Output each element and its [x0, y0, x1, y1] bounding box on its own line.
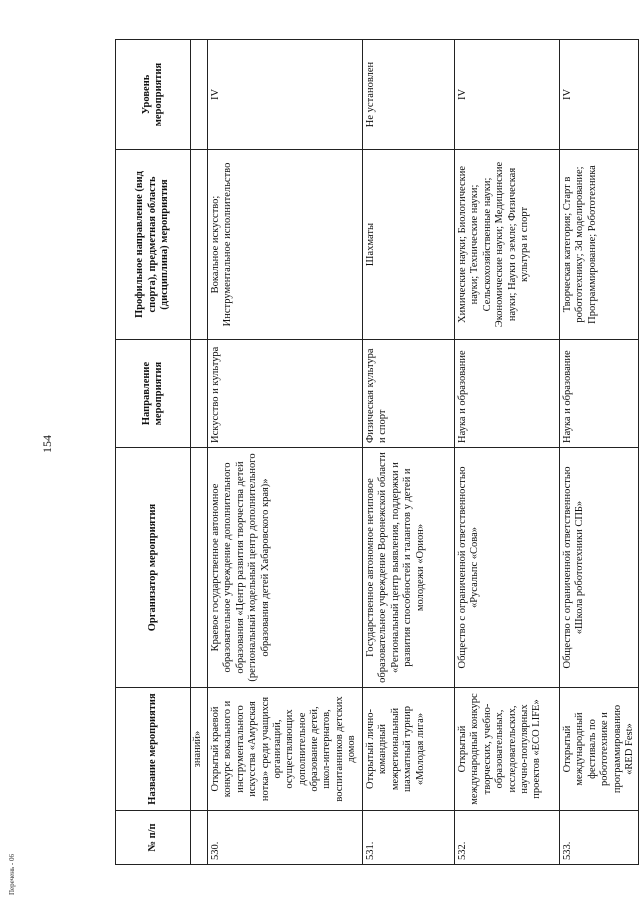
- header-num: № п/п: [116, 811, 191, 865]
- document-sheet: [115, 40, 635, 865]
- header-row: [116, 40, 191, 865]
- continuation-row: [191, 40, 208, 865]
- header-organizer: Организатор мероприятия: [116, 448, 191, 688]
- row-organizer: Общество с ограниченной ответственностью «Школа робототехники СПБ»: [560, 448, 639, 688]
- row-num: 532.: [455, 811, 560, 865]
- row-level: IV: [208, 40, 363, 150]
- row-profile: Шахматы: [363, 150, 455, 340]
- continuation-text: знаний»: [191, 688, 208, 811]
- row-profile: Вокальное искусство; Инструментальное исполнительство: [208, 150, 363, 340]
- row-num: 530.: [208, 811, 363, 865]
- row-direction: Искусство и культура: [208, 340, 363, 448]
- header-profile: Профильное направление (вид спорта), предметная область (дисциплина) мероприятия: [116, 150, 191, 340]
- events-table: [115, 39, 639, 865]
- row-name: Открытый международный конкурс творческих, учебно-образовательных, исследовательских, научно-популярных проектов «ECO LIFE»: [455, 688, 560, 811]
- table-row: [455, 40, 560, 865]
- header-direction: Направление мероприятия: [116, 340, 191, 448]
- page-number: 154: [40, 435, 54, 453]
- row-level: Не установлен: [363, 40, 455, 150]
- row-direction: Физическая культура и спорт: [363, 340, 455, 448]
- row-level: IV: [455, 40, 560, 150]
- row-num: 533.: [560, 811, 639, 865]
- header-name: Название мероприятия: [116, 688, 191, 811]
- row-name: Открытый лично-командный межрегиональный шахматный турнир «Молодая лига»: [363, 688, 455, 811]
- row-name: Открытый международный фестиваль по робототехнике и программированию «RED Fest»: [560, 688, 639, 811]
- row-direction: Наука и образование: [560, 340, 639, 448]
- table-row: [363, 40, 455, 865]
- row-organizer: Краевое государственное автономное образовательное учреждение дополнительного образования «Центр развития творчества детей (региональный модельный центр дополнительного образования детей Хабаровского края)»: [208, 448, 363, 688]
- row-level: IV: [560, 40, 639, 150]
- row-profile: Химические науки; Биологические науки; Технические науки; Сельскохозяйственные науки; Экономические науки; Медицинские науки; Науки о земле; Физическая культура и спорт: [455, 150, 560, 340]
- row-organizer: Государственное автономное нетиповое образовательное учреждение Воронежской области «Региональный центр выявления, поддержки и развития способностей и талантов у детей и молодежи «Орион»: [363, 448, 455, 688]
- row-direction: Наука и образование: [455, 340, 560, 448]
- row-name: Открытый краевой конкурс вокального и инструментального искусства «Амурская нотка» среди учащихся организаций, осуществляющих дополнительное образование детей, школ-интернатов, воспитанников детских домов: [208, 688, 363, 811]
- table-row: [560, 40, 639, 865]
- footer-text: Перечень - 06: [8, 854, 16, 895]
- row-num: 531.: [363, 811, 455, 865]
- row-organizer: Общество с ограниченной ответственностью «Русальпс «Сова»: [455, 448, 560, 688]
- row-profile: Творческая категория; Старт в робототехнику; 3d моделирование; Программирование; Робототехника: [560, 150, 639, 340]
- header-level: Уровень мероприятия: [116, 40, 191, 150]
- table-row: [208, 40, 363, 865]
